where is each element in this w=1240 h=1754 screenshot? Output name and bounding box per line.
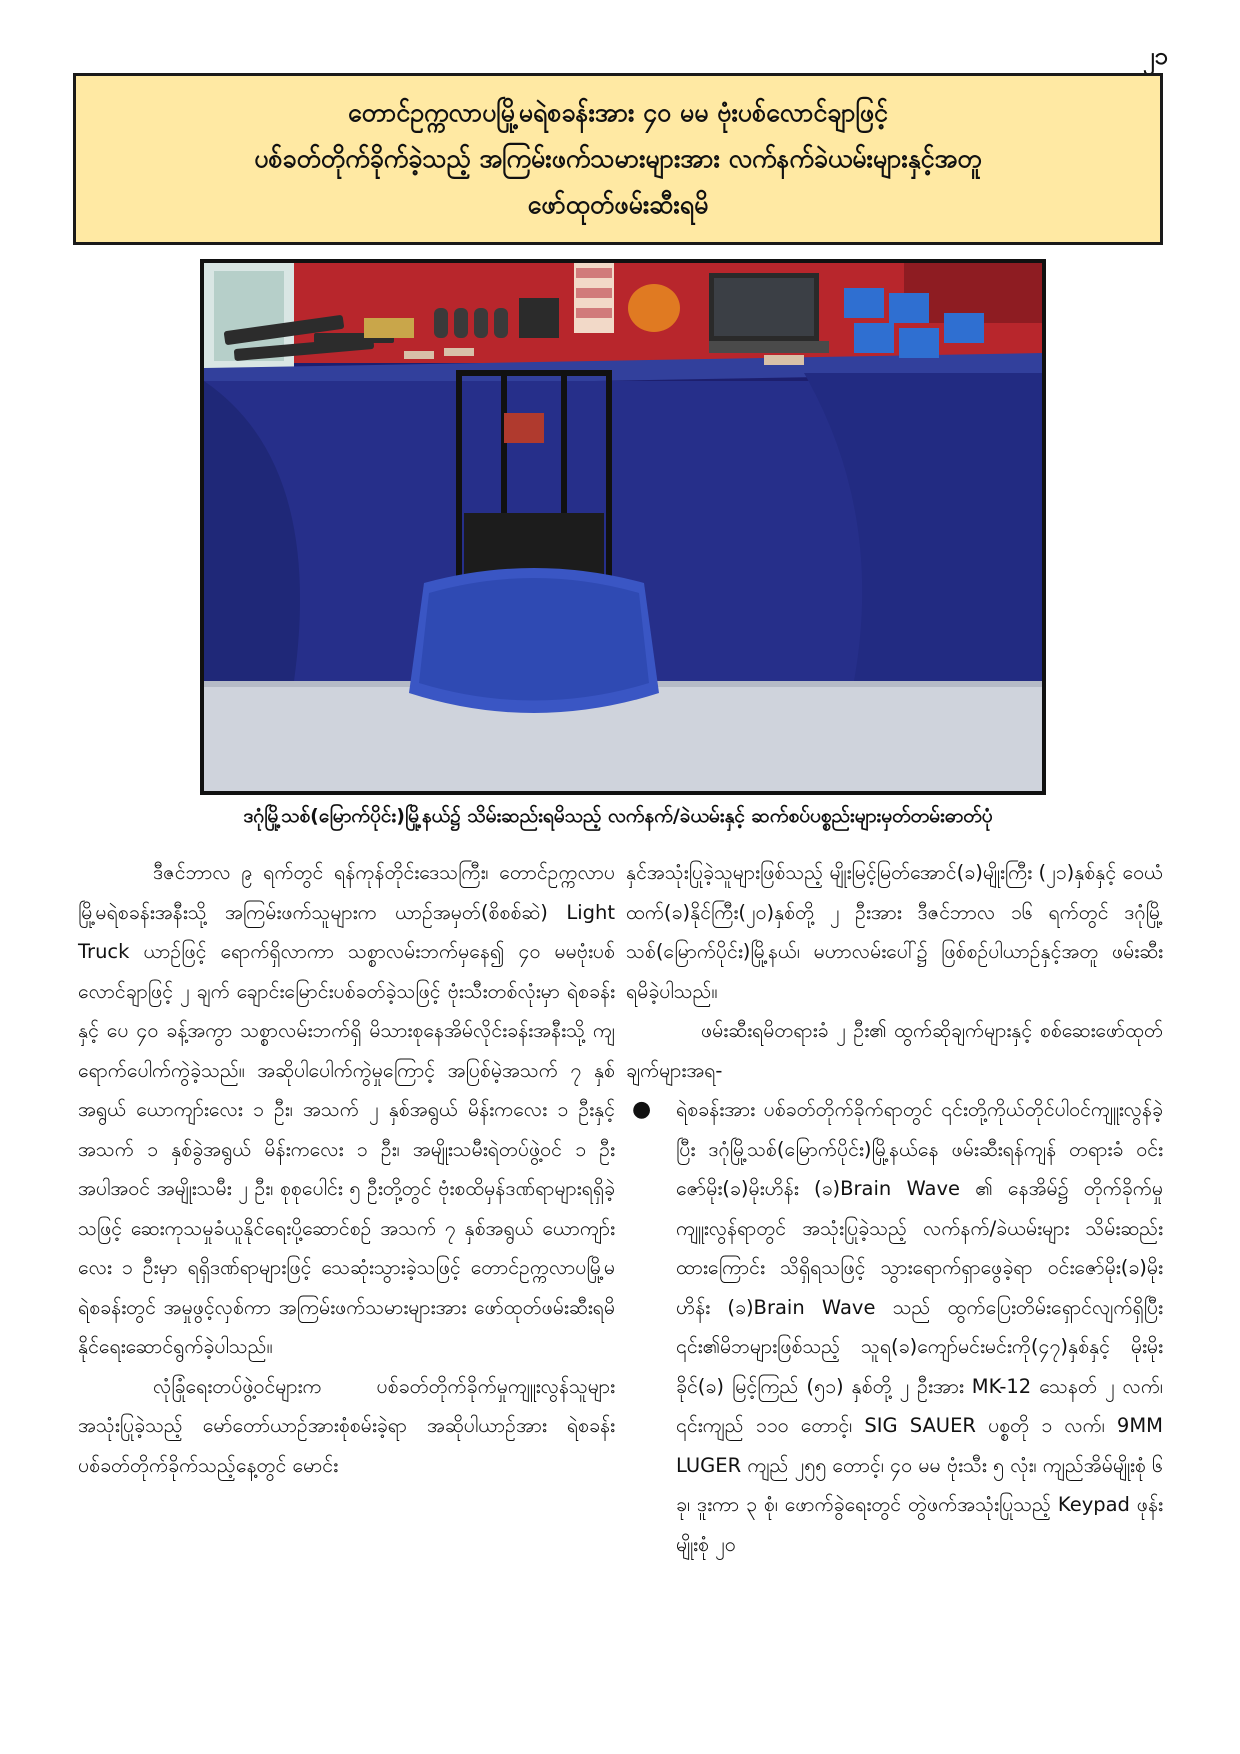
bullet-item [626,1090,1163,1564]
paragraph: လုံခြုံရေးတပ်ဖွဲ့ဝင်များက ပစ်ခတ်တိုက်ခိုက်မှုကျူးလွန်သူများ အသုံးပြုခဲ့သည့် မော်တော်ယာဉ်အားစုံစမ်းခဲ့ရာ အဆိုပါယာဉ်အား ရဲစခန်းပစ်ခတ်တိုက်ခိုက်သည့်နေ့တွင် မောင်း [78,1374,615,1477]
paragraph: ဖမ်းဆီးရမိတရားခံ ၂ ဦး၏ ထွက်ဆိုချက်များနှင့် စစ်ဆေးဖော်ထုတ်ချက်များအရ- [626,1019,1163,1082]
page-number: ၂၁ [1142,42,1168,70]
headline-box [73,73,1163,245]
photo-illustration [204,263,1042,791]
headline-line-2: ပစ်ခတ်တိုက်ခိုက်ခဲ့သည့် အကြမ်းဖက်သမားများအား လက်နက်ခဲယမ်းများနှင့်အတူ [254,144,982,173]
paragraph: နှင်အသုံးပြုခဲ့သူများဖြစ်သည့် မျိုးမြင့်မြတ်အောင်(ခ)မျိုးကြီး (၂၁)နှစ်နှင့် ဝေယံထက်(ခ)နိုင်ကြီး(၂၀)နှစ်တို့ ၂ ဦးအား ဒီဇင်ဘာလ ၁၆ ရက်တွင် ဒဂုံမြို့သစ်(မြောက်ပိုင်း)မြို့နယ်၊ မဟာလမ်းပေါ်၌ ဖြစ်စဉ်ပါယာဉ်နှင့်အတူ ဖမ်းဆီးရမိခဲ့ပါသည်။ [626,861,1163,1003]
article-column-right [626,853,1163,1564]
bullet-text: ရဲစခန်းအား ပစ်ခတ်တိုက်ခိုက်ရာတွင် ၎င်းတို့ကိုယ်တိုင်ပါဝင်ကျူးလွန်ခဲ့ပြီး ဒဂုံမြို့သစ်(မြောက်ပိုင်း)မြို့နယ်နေ ဖမ်းဆီးရန်ကျန် တရားခံ ဝင်းဇော်မိုး(ခ)မိုးဟိန်း (ခ)Brain Wave ၏ နေအိမ်၌ တိုက်ခိုက်မှုကျူးလွန်ရာတွင် အသုံးပြုခဲ့သည့် လက်နက်/ခဲယမ်းများ သိမ်းဆည်းထားကြောင်း သိရှိရသဖြင့် သွားရောက်ရှာဖွေခဲ့ရာ ဝင်းဇော်မိုး(ခ)မိုးဟိန်း (ခ)Brain Wave သည် ထွက်ပြေးတိမ်းရှောင်လျက်ရှိပြီး ၎င်း၏မိဘများဖြစ်သည့် သူရ(ခ)ကျော်မင်းမင်းကို(၄၇)နှစ်နှင့် မိုးမိုးခိုင်(ခ) မြင့်ကြည် (၅၁) နှစ်တို့ ၂ ဦးအား MK-12 သေနတ် ၂ လက်၊ ၎င်းကျည် ၁၁၀ တောင့်၊ SIG SAUER ပစ္စတို ၁ လက်၊ 9MM LUGER ကျည် ၂၅၅ တောင့်၊ ၄၀ မမ ဗုံးသီး ၅ လုံး၊ ကျည်အိမ်မျိုးစုံ ၆ ခု၊ ဒူးကာ ၃ စုံ၊ ဖောက်ခွဲရေးတွင် တွဲဖက်အသုံးပြုသည့် Keypad ဖုန်းမျိုးစုံ ၂၀ [676,1098,1163,1556]
bullet-icon: ● [632,1097,652,1122]
seized-weapons-photo [200,259,1046,795]
article-column-left [78,853,615,1485]
paragraph: ဒီဇင်ဘာလ ၉ ရက်တွင် ရန်ကုန်တိုင်းဒေသကြီး၊ တောင်ဥက္ကလာပမြို့မရဲစခန်းအနီးသို့ အကြမ်းဖက်သူများက ယာဉ်အမှတ်(စိစစ်ဆဲ) Light Truck ယာဉ်ဖြင့် ရောက်ရှိလာကာ သစ္စာလမ်းဘက်မှနေ၍ ၄၀ မမဗုံးပစ် လောင်ချာဖြင့် ၂ ချက် ချောင်းမြောင်းပစ်ခတ်ခဲ့သဖြင့် ဗုံးသီးတစ်လုံးမှာ ရဲစခန်းနှင့် ပေ ၄၀ ခန့်အကွာ သစ္စာလမ်းဘက်ရှိ မိသားစုနေအိမ်လိုင်းခန်းအနီးသို့ ကျရောက်ပေါက်ကွဲခဲ့သည်။ အဆိုပါပေါက်ကွဲမှုကြောင့် အပြစ်မဲ့အသက် ၇ နှစ်အရွယ် ယောကျာ်းလေး ၁ ဦး၊ အသက် ၂ နှစ်အရွယ် မိန်းကလေး ၁ ဦးနှင့် အသက် ၁ နှစ်ခွဲအရွယ် မိန်းကလေး ၁ ဦး၊ အမျိုးသမီးရဲတပ်ဖွဲ့ဝင် ၁ ဦး အပါအဝင် အမျိုးသမီး ၂ ဦး၊ စုစုပေါင်း ၅ ဦးတို့တွင် ဗုံးစထိမှန်ဒဏ်ရာများရရှိခဲ့သဖြင့် ဆေးကုသမှုခံယူနိုင်ရေးပို့ဆောင်စဉ် အသက် ၇ နှစ်အရွယ် ယောကျာ်းလေး ၁ ဦးမှာ ရရှိဒဏ်ရာများဖြင့် သေဆုံးသွားခဲ့သဖြင့် တောင်ဥက္ကလာပမြို့မရဲစခန်းတွင် အမှုဖွင့်လှစ်ကာ အကြမ်းဖက်သမားများအား ဖော်ထုတ်ဖမ်းဆီးရမိနိုင်ရေးဆောင်ရွက်ခဲ့ပါသည်။ [78,861,615,1358]
headline-line-1: တောင်ဥက္ကလာပမြို့မရဲစခန်းအား ၄၀ မမ ဗုံးပစ်လောင်ချာဖြင့် [348,98,888,127]
headline-line-3: ဖော်ထုတ်ဖမ်းဆီးရမိ [527,190,709,219]
photo-caption: ဒဂုံမြို့သစ်(မြောက်ပိုင်း)မြို့နယ်၌ သိမ်းဆည်းရမိသည့် လက်နက်/ခဲယမ်းနှင့် ဆက်စပ်ပစ္စည်းများမှတ်တမ်းဓာတ်ပုံ [243,805,993,827]
